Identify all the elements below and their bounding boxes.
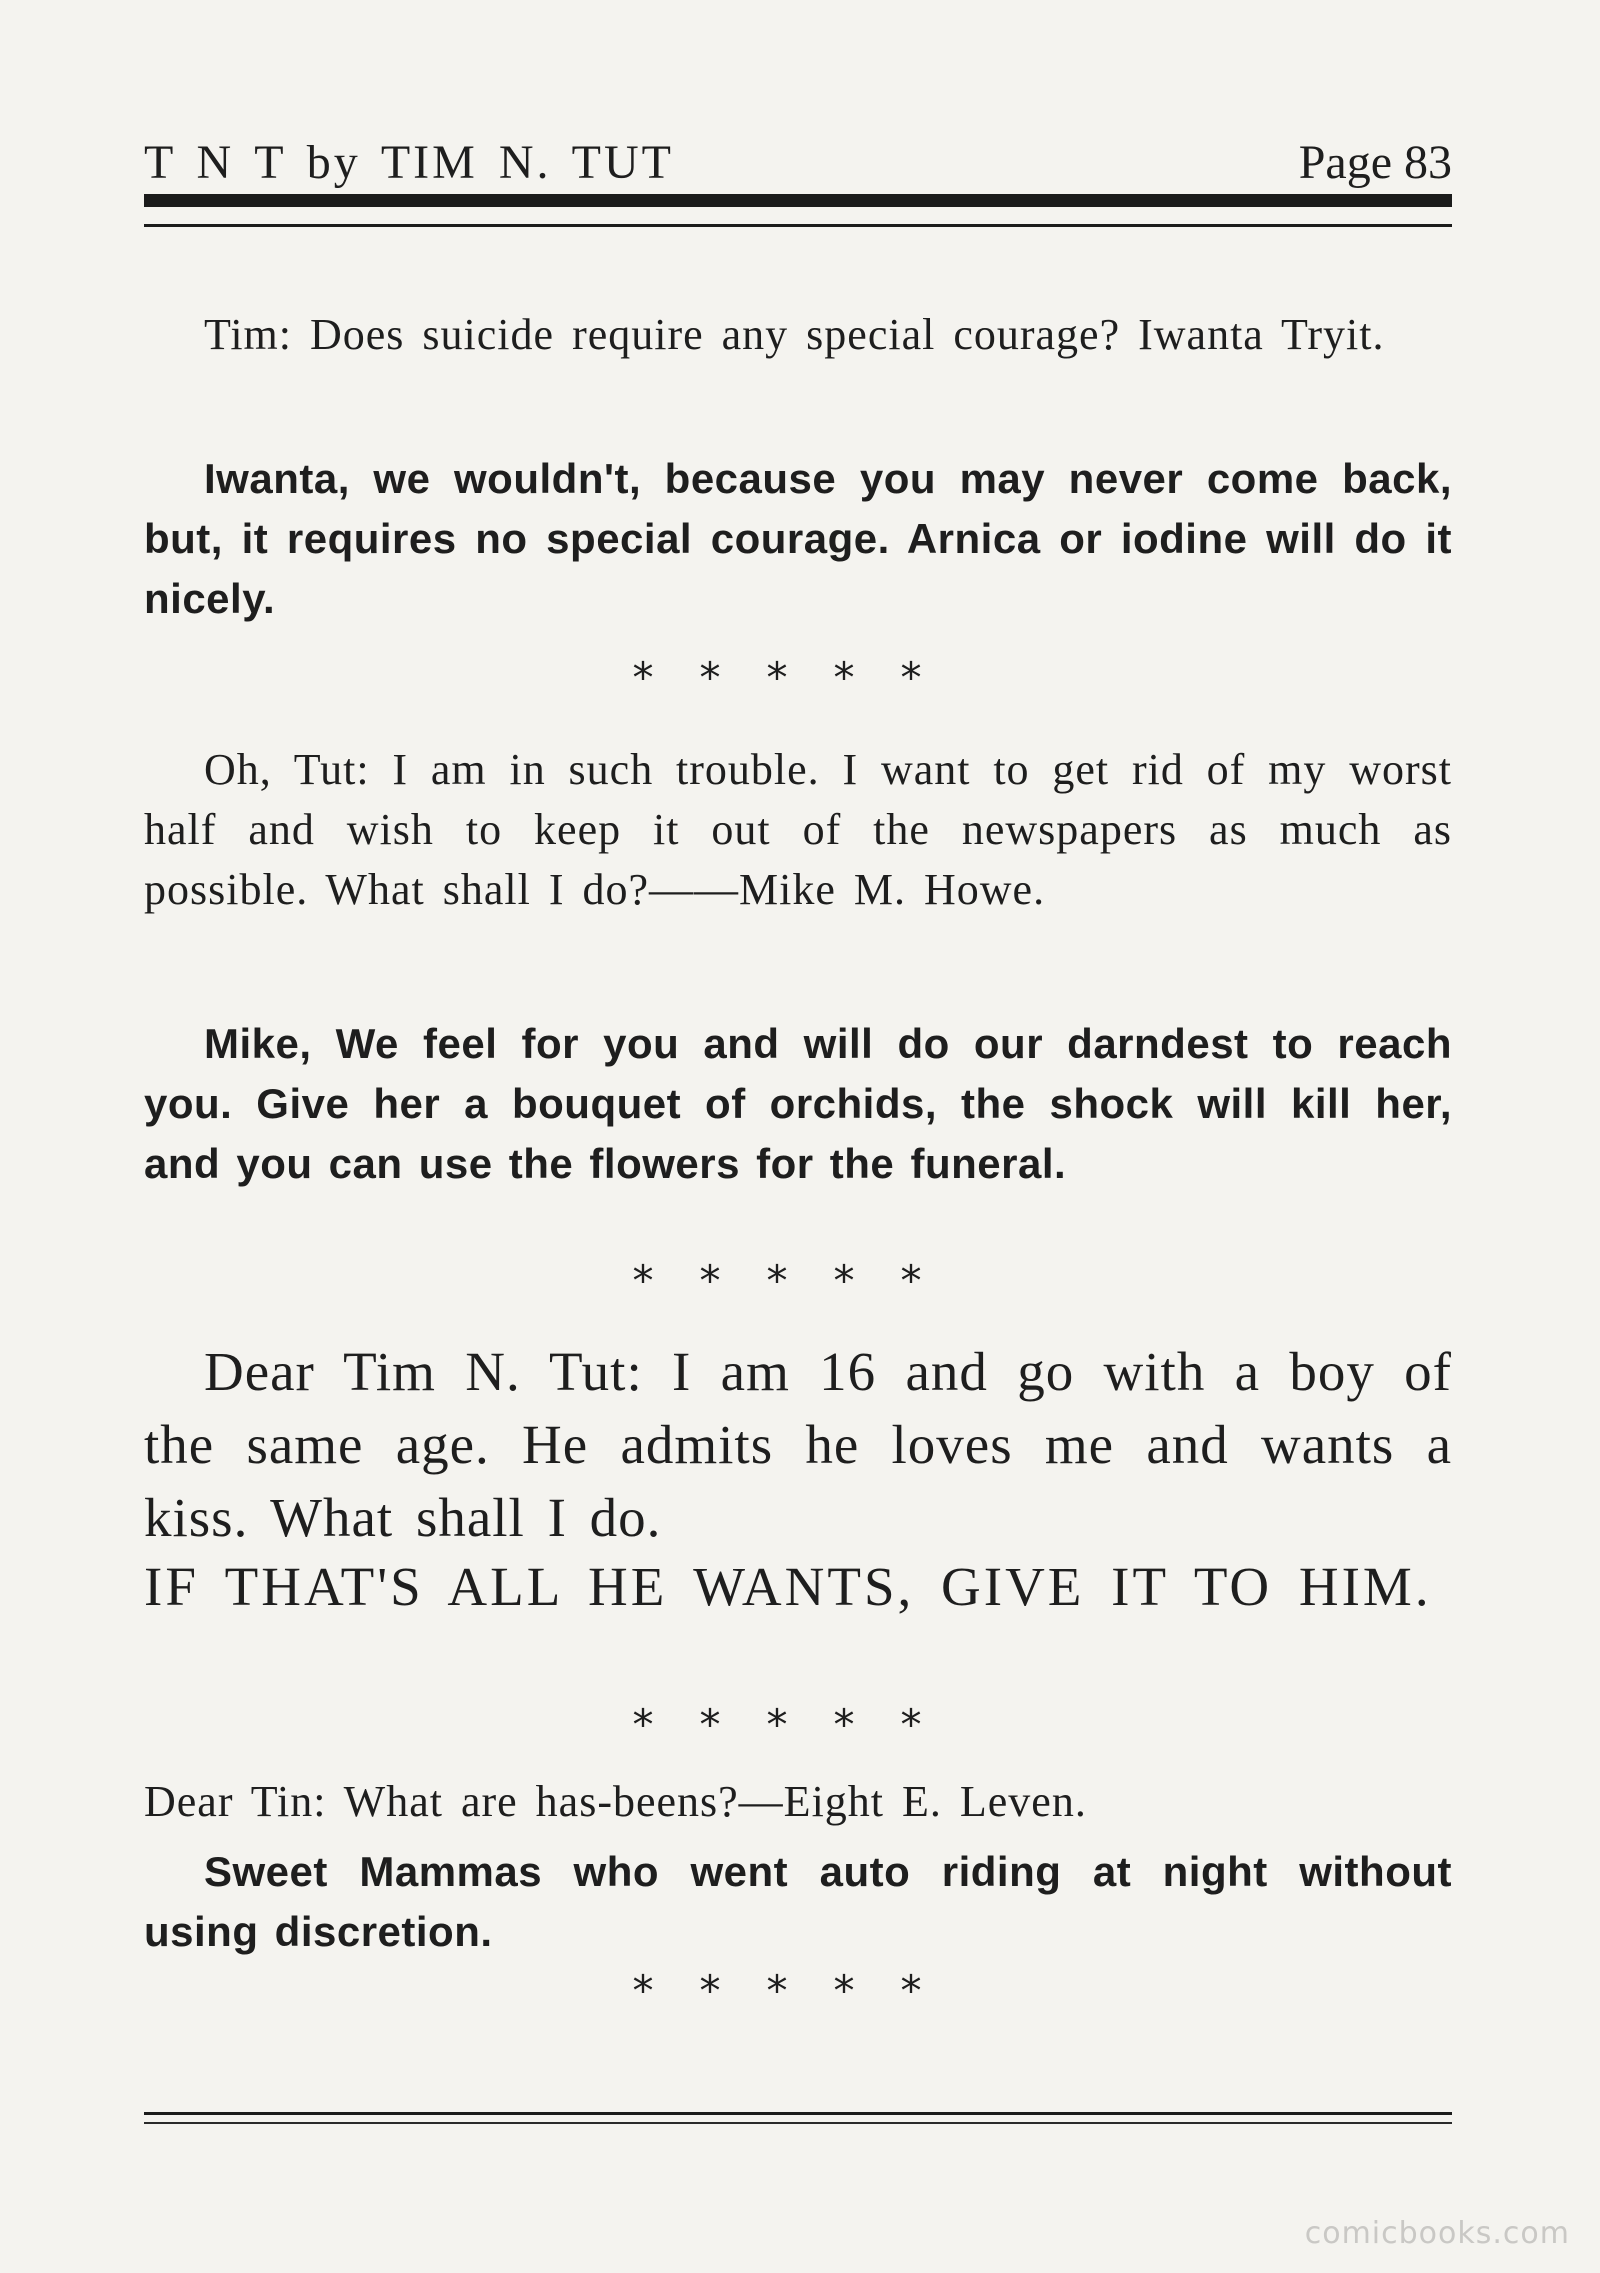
page-header xyxy=(144,135,1452,195)
answer-1: Iwanta, we wouldn't, because you may never come back, but, it requires no special courage. Arnica or iodine will do it nicely. xyxy=(144,455,1452,622)
separator-2: ***** xyxy=(632,1256,968,1305)
separator-1: ***** xyxy=(632,653,968,702)
separator-4: ***** xyxy=(632,1966,968,2015)
separator-3: ***** xyxy=(632,1700,968,1749)
answer-4: Sweet Mammas who went auto riding at night without using discretion. xyxy=(144,1848,1452,1955)
header-rule-thin xyxy=(144,224,1452,227)
answer-2: Mike, We feel for you and will do our darndest to reach you. Give her a bouquet of orchids, the shock will kill her, and you can use the flowers for the funeral. xyxy=(144,1020,1452,1187)
question-3: Dear Tim N. Tut: I am 16 and go with a boy of the same age. He admits he loves me and wants a kiss. What shall I do. xyxy=(144,1341,1452,1548)
footer-rule xyxy=(144,2112,1452,2115)
running-title: T N T by TIM N. TUT xyxy=(144,136,674,189)
page-number: Page 83 xyxy=(1298,136,1452,189)
watermark: comicbooks.com xyxy=(1304,2216,1570,2251)
question-2: Oh, Tut: I am in such trouble. I want to get rid of my worst half and wish to keep it out of the newspapers as much as possible. What shall I do?——Mike M. Howe. xyxy=(144,745,1452,914)
footer-rule-thin xyxy=(144,2122,1452,2124)
answer-3: IF THAT'S ALL HE WANTS, GIVE IT TO HIM. xyxy=(144,1556,1432,1617)
question-1: Tim: Does suicide require any special courage? Iwanta Tryit. xyxy=(204,310,1385,359)
question-4: Dear Tin: What are has-beens?—Eight E. Leven. xyxy=(144,1777,1087,1826)
header-rule xyxy=(144,194,1452,207)
